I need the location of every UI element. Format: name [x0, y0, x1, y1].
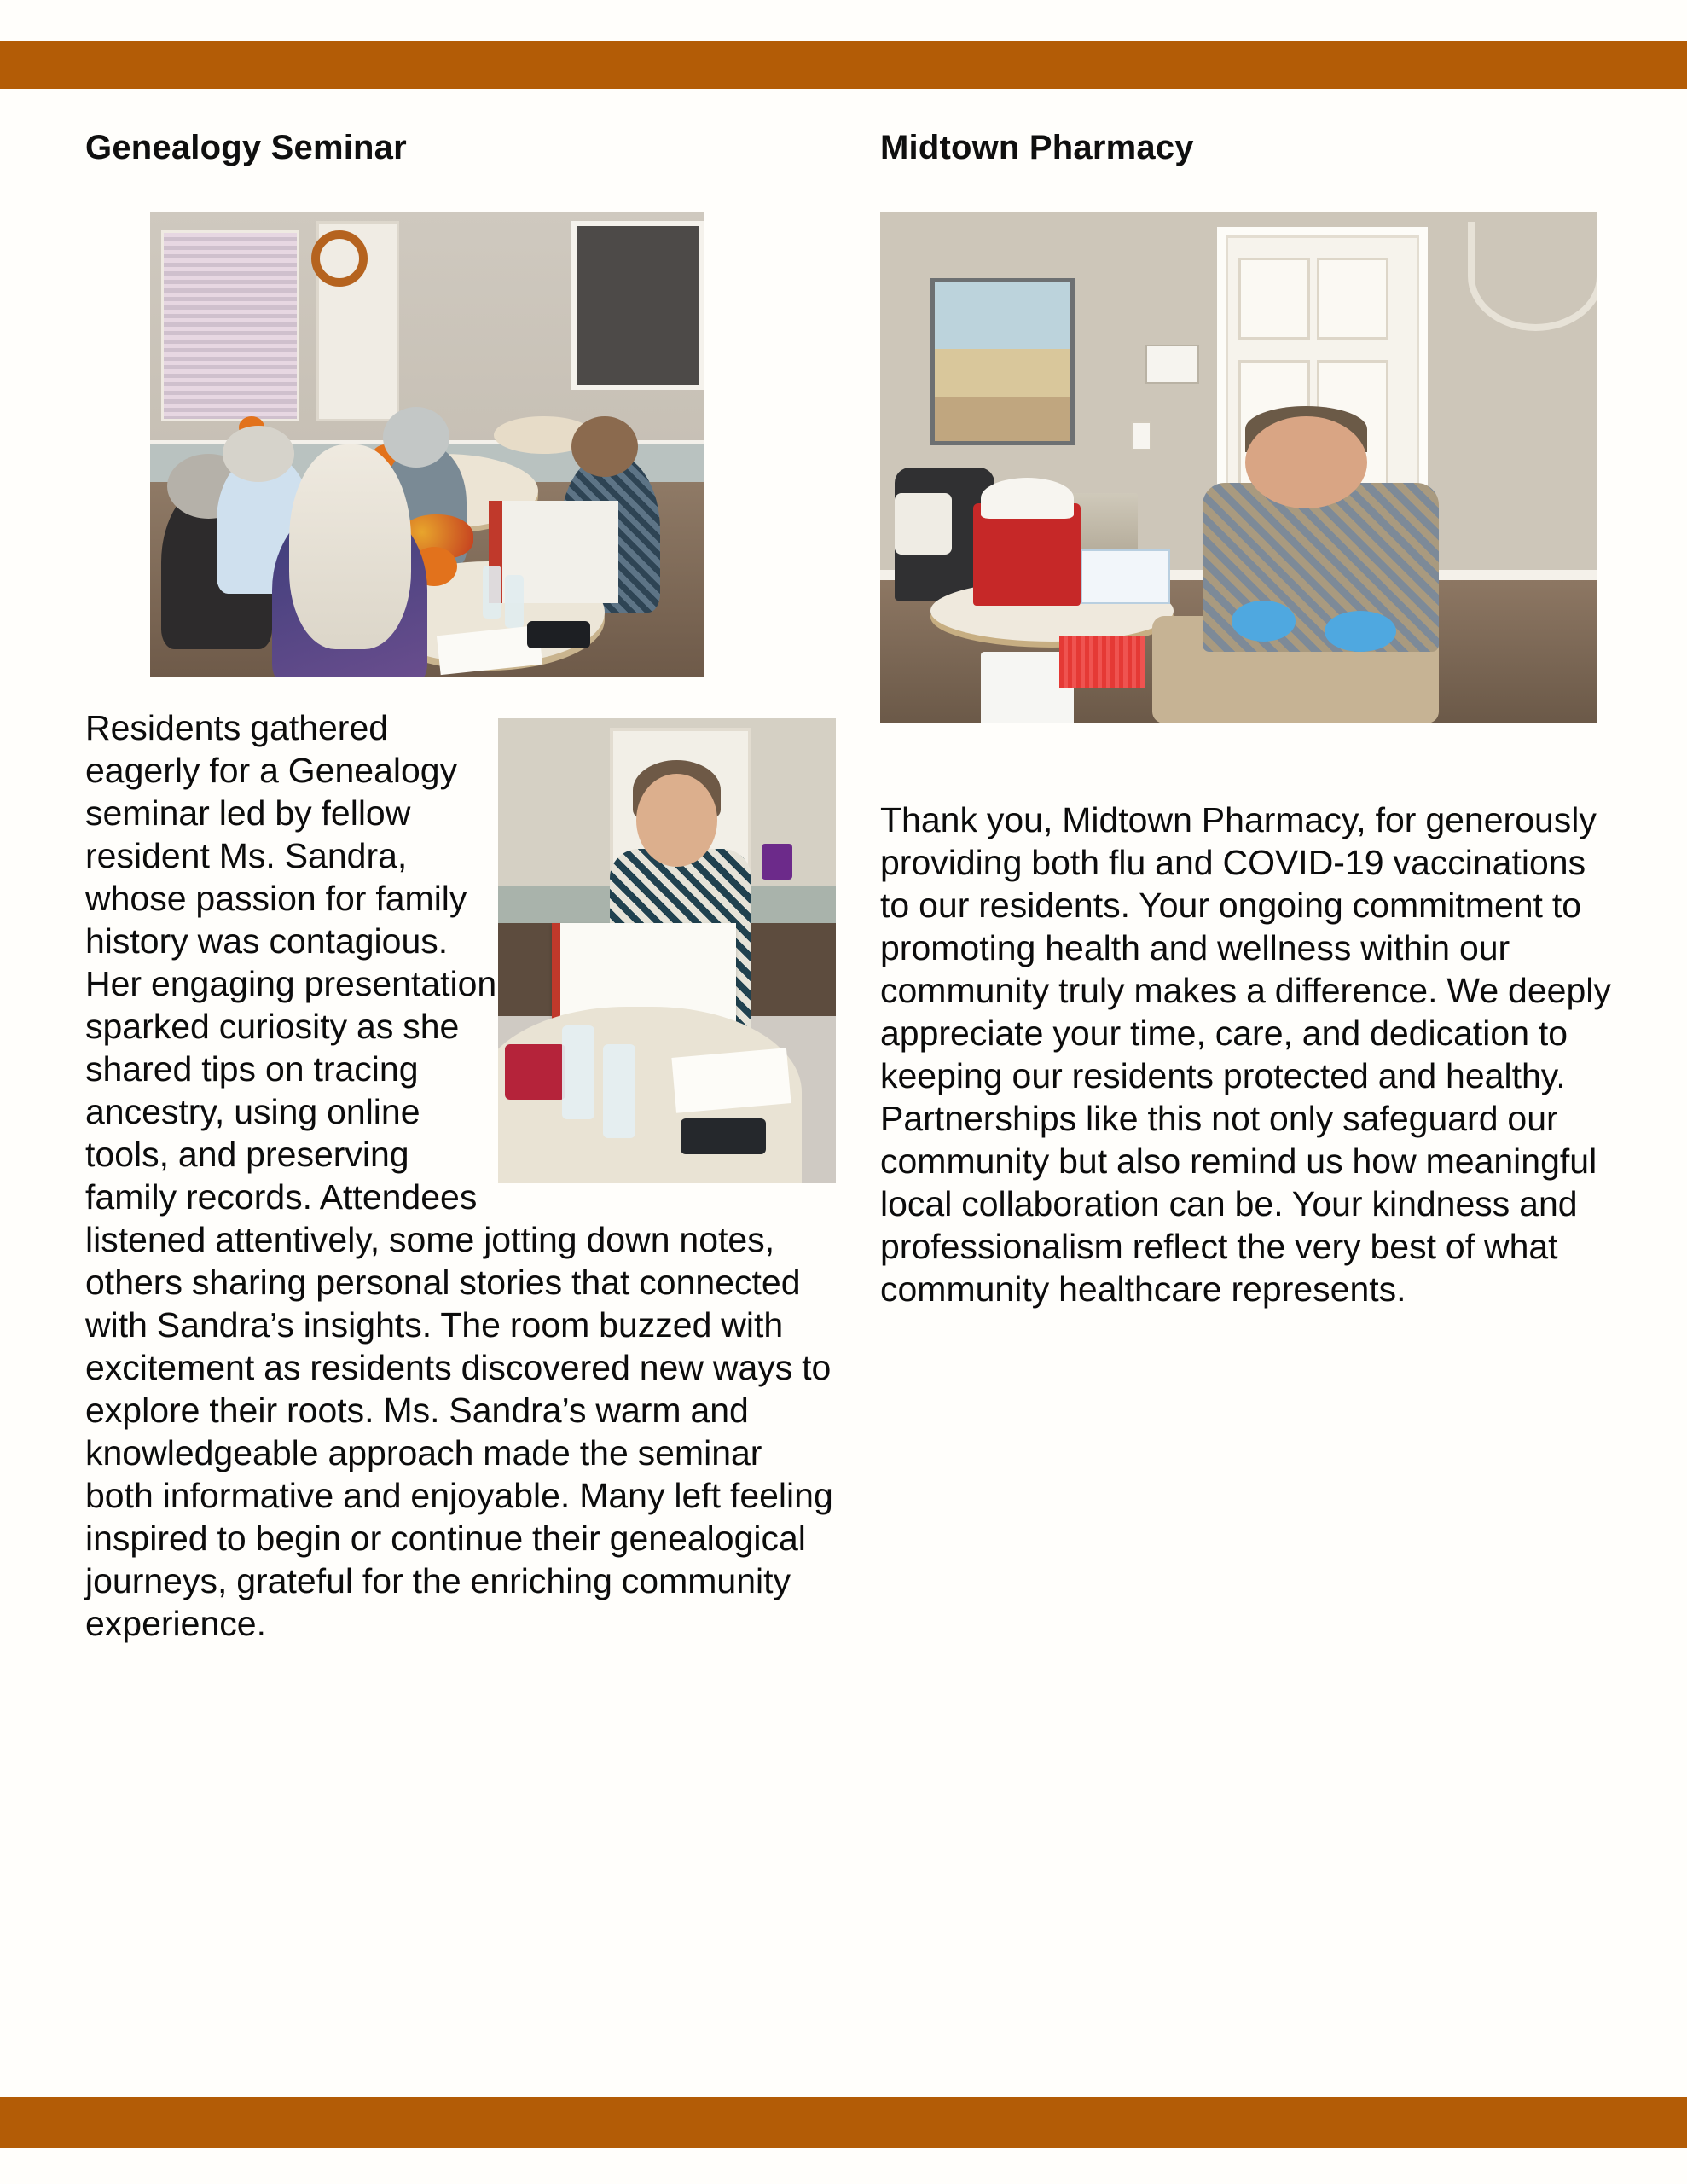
seminar-scene-art	[150, 212, 704, 677]
genealogy-binder-photo	[498, 718, 836, 1183]
right-section-title: Midtown Pharmacy	[880, 129, 1194, 166]
binder-scene-art	[498, 718, 836, 1183]
right-column	[880, 128, 1622, 1310]
bottom-accent-bar	[0, 2097, 1687, 2148]
midtown-pharmacy-photo	[880, 212, 1597, 723]
left-section-title: Genealogy Seminar	[85, 129, 407, 166]
left-body-text: Residents gathered eagerly for a Genealogy seminar led by fellow resident Ms. Sandra, whose passion for family history was contagious. Her engaging presentation sparked curiosity as she shared tips on tracing ancestry, using online tools, and preserving family records. Attendees listened attentively, some jotting down notes, others sharing personal stories that connected with Sandra’s insights. The room buzzed with excitement as residents discovered new ways to explore their roots. Ms. Sandra’s warm and knowledgeable approach made the seminar both informative and enjoyable. Many left feeling inspired to begin or continue their genealogical journeys, grateful for the enriching community experience.	[85, 708, 833, 1644]
top-accent-bar	[0, 41, 1687, 89]
pharmacy-scene-art	[880, 212, 1597, 723]
left-column	[85, 128, 836, 1645]
right-body-text: Thank you, Midtown Pharmacy, for generously providing both flu and COVID-19 vaccinations to our residents. Your ongoing commitment to promoting health and wellness within our community truly makes a difference. We deeply appreciate your time, care, and dedication to keeping our residents protected and healthy. Partnerships like this not only safeguard our community but also remind us how meaningful local collaboration can be. Your kindness and professionalism reflect the very best of what community healthcare represents.	[880, 800, 1611, 1310]
genealogy-seminar-photo	[150, 212, 704, 677]
